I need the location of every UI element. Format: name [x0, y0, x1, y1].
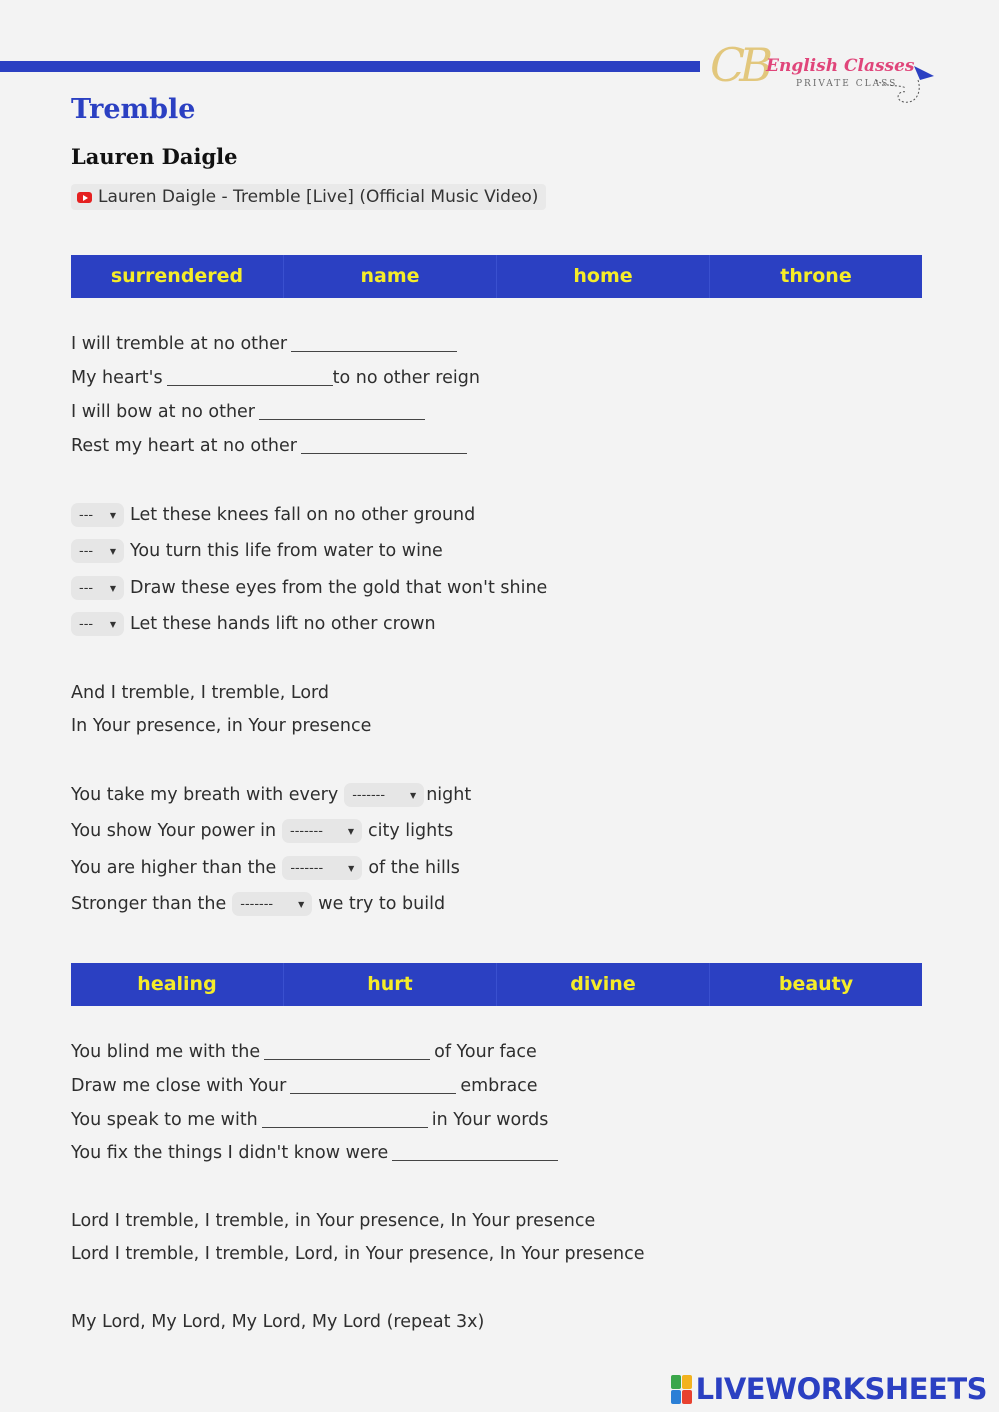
word-bank-item: home — [496, 255, 709, 298]
lyric-text: You turn this life from water to wine — [130, 541, 443, 561]
lyric-line — [71, 502, 475, 528]
logo-tagline: PRIVATE CLASS — [796, 79, 898, 89]
lyric-text: to no other reign — [332, 368, 480, 388]
lyric-text: Draw these eyes from the gold that won't shine — [130, 578, 548, 598]
lyric-line — [71, 611, 436, 637]
lyric-line — [71, 1140, 562, 1166]
lyric-line — [71, 1107, 548, 1133]
logo-initials: CB — [710, 38, 767, 92]
logo-name: English Classes — [766, 56, 915, 76]
order-select[interactable]: --- ▼ — [71, 503, 124, 527]
chevron-down-icon: ▼ — [109, 510, 116, 520]
lyric-line — [71, 713, 371, 739]
lyric-text: embrace — [460, 1076, 538, 1096]
word-bank-item: hurt — [283, 963, 496, 1006]
answer-blank[interactable] — [291, 336, 457, 352]
answer-blank[interactable] — [301, 438, 467, 454]
order-select[interactable]: --- ▼ — [71, 576, 124, 600]
lyric-text: My Lord, My Lord, My Lord, My Lord (repeat 3x) — [71, 1312, 485, 1332]
chevron-down-icon: ▼ — [348, 863, 355, 873]
lyric-text: we try to build — [318, 894, 446, 914]
lyric-text: Stronger than the — [71, 894, 227, 914]
liveworksheets-logo — [671, 1372, 987, 1406]
footer-brand: LIVEWORKSHEETS — [695, 1372, 987, 1406]
lyric-text: night — [426, 785, 472, 805]
word-bank-item: throne — [709, 255, 922, 298]
order-select[interactable]: --- ▼ — [71, 539, 124, 563]
word-select[interactable]: ------- ▼ — [282, 856, 362, 880]
lyric-line — [71, 1073, 538, 1099]
lyric-line — [71, 399, 429, 425]
header-bar — [0, 61, 700, 72]
lyric-line — [71, 680, 329, 706]
lyric-line — [71, 433, 471, 459]
lyric-text: city lights — [368, 821, 454, 841]
order-select[interactable]: --- ▼ — [71, 612, 124, 636]
artist-name: Lauren Daigle — [71, 144, 238, 169]
lyric-line — [71, 575, 547, 601]
chevron-down-icon: ▼ — [109, 619, 116, 629]
video-link[interactable] — [71, 184, 546, 210]
answer-blank[interactable] — [262, 1112, 428, 1128]
page-title: Tremble — [71, 94, 196, 125]
answer-blank[interactable] — [259, 404, 425, 420]
lyric-text: You take my breath with every — [71, 785, 339, 805]
chevron-down-icon: ▼ — [410, 790, 417, 800]
word-bank-item: surrendered — [110, 265, 244, 287]
youtube-icon — [77, 192, 92, 203]
word-select[interactable]: ------- ▼ — [232, 892, 312, 916]
answer-blank[interactable] — [167, 370, 333, 386]
answer-blank[interactable] — [392, 1145, 558, 1161]
chevron-down-icon: ▼ — [109, 583, 116, 593]
lyric-text: You are higher than the — [71, 858, 277, 878]
lyric-text: Lord I tremble, I tremble, in Your presence, In Your presence — [71, 1211, 596, 1231]
lyric-line — [71, 1208, 595, 1234]
lyric-text: Lord I tremble, I tremble, Lord, in Your presence, In Your presence — [71, 1244, 645, 1264]
lyric-line — [71, 365, 480, 391]
lyric-text: Let these knees fall on no other ground — [130, 505, 476, 525]
lyric-text: And I tremble, I tremble, Lord — [71, 683, 330, 703]
answer-blank[interactable] — [264, 1044, 430, 1060]
lyric-text: Rest my heart at no other — [71, 436, 297, 456]
video-link-label: Lauren Daigle - Tremble [Live] (Official Music Video) — [98, 187, 539, 207]
lyric-text: You show Your power in — [71, 821, 277, 841]
lyric-text: of the hills — [368, 858, 460, 878]
word-select[interactable]: ------- ▼ — [282, 819, 362, 843]
word-select[interactable]: ------- ▼ — [344, 783, 424, 807]
lyric-line — [71, 855, 460, 881]
lyric-text: Draw me close with Your — [71, 1076, 287, 1096]
answer-blank[interactable] — [290, 1078, 456, 1094]
lyric-text: in Your words — [431, 1110, 549, 1130]
lyric-line — [71, 818, 453, 844]
word-bank-item: divine — [496, 963, 709, 1006]
liveworksheets-mark-icon — [671, 1375, 692, 1404]
lyric-line — [71, 1241, 645, 1267]
lyric-text: I will tremble at no other — [71, 334, 288, 354]
chevron-down-icon: ▼ — [298, 899, 305, 909]
lyric-text: You fix the things I didn't know were — [71, 1143, 389, 1163]
word-bank-item: healing — [137, 973, 217, 995]
chevron-down-icon: ▼ — [109, 546, 116, 556]
lyric-text: You blind me with the — [71, 1042, 261, 1062]
chevron-down-icon: ▼ — [347, 826, 355, 836]
word-bank-2 — [71, 963, 922, 1006]
paper-plane-icon — [876, 58, 936, 108]
lyric-text: You speak to me with — [71, 1110, 258, 1130]
word-bank-1 — [71, 255, 922, 298]
lyric-text: In Your presence, in Your presence — [71, 716, 372, 736]
lyric-line — [71, 538, 443, 564]
lyric-line — [71, 1039, 537, 1065]
lyric-line — [71, 331, 461, 357]
lyric-line — [71, 891, 445, 917]
lyric-text: My heart's — [71, 368, 163, 388]
word-bank-item: beauty — [709, 963, 922, 1006]
lyric-line — [71, 1309, 484, 1335]
word-bank-item: name — [283, 255, 496, 298]
cb-english-logo — [706, 38, 946, 108]
lyric-text: I will bow at no other — [71, 402, 256, 422]
lyric-text: of Your face — [434, 1042, 537, 1062]
lyric-text: Let these hands lift no other crown — [130, 614, 436, 634]
lyric-line — [71, 782, 471, 808]
